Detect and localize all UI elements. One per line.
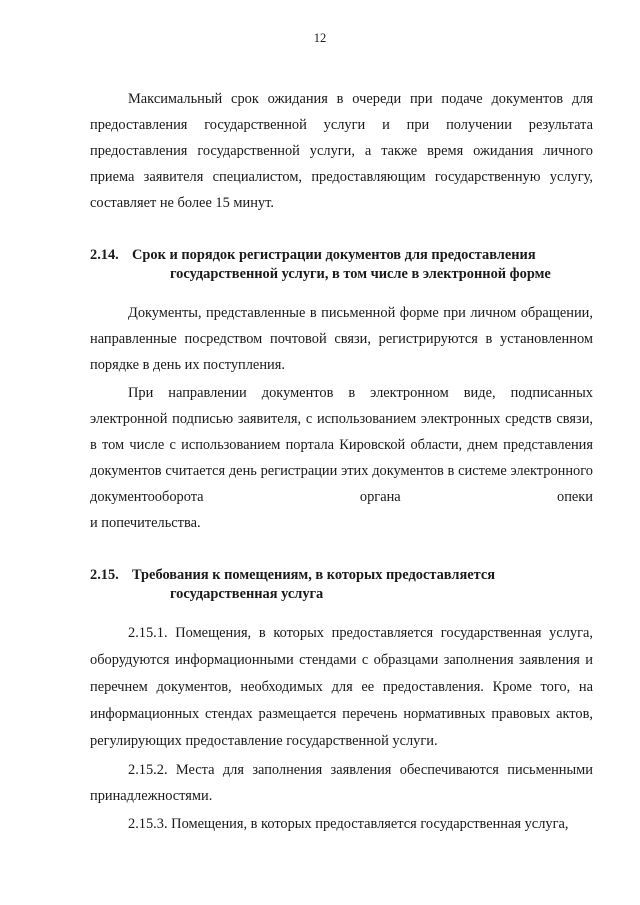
section-title-line2: государственная услуга bbox=[170, 586, 324, 602]
section-number: 2.15. bbox=[90, 567, 119, 583]
section-heading-2-15 bbox=[90, 566, 593, 604]
paragraph-2-15-1: 2.15.1. Помещения, в которых предоставляется государственная услуга, оборудуются информационными стендами с образцами заполнения заявления и перечнем документов, необходимых для ее предоставления. Кроме того, на информационных стендах размещается перечень нормативных правовых актов, регулирующих предоставление государственной услуги. bbox=[90, 625, 593, 749]
section-heading-2-14 bbox=[90, 246, 593, 284]
page-number: 12 bbox=[313, 31, 327, 45]
paragraph-2-15-3: 2.15.3. Помещения, в которых предоставляется государственная услуга, bbox=[128, 816, 569, 832]
paragraph-registration-electronic: При направлении документов в электронном виде, подписанных электронной подписью заявителя, с использованием электронных средств связи, в том числе с использованием портала Кировской области, днем представления документов считается день регистрации этих документов в системе электронного документооборота органа опеки bbox=[90, 385, 593, 505]
paragraph-2-15-2: 2.15.2. Места для заполнения заявления обеспечиваются письменными принадлежностями. bbox=[90, 762, 593, 804]
section-number: 2.14. bbox=[90, 247, 119, 263]
paragraph-waiting-time: Максимальный срок ожидания в очереди при подаче документов для предоставления государственной услуги и при получении результата предоставления государственной услуги, а также время ожидания личного приема заявителя специалистом, предоставляющим государственную услугу, составляет не более 15 минут. bbox=[90, 91, 593, 211]
paragraph-registration-paper: Документы, представленные в письменной форме при личном обращении, направленные посредством почтовой связи, регистрируются в установленном порядке в день их поступления. bbox=[90, 305, 593, 373]
section-title-line1: Срок и порядок регистрации документов для предоставления bbox=[132, 247, 536, 263]
section-title-line1: Требования к помещениям, в которых предоставляется bbox=[132, 567, 496, 583]
section-title-line2: государственной услуги, в том числе в электронной форме bbox=[170, 266, 551, 282]
document-body bbox=[90, 86, 593, 837]
paragraph-registration-electronic-tail: и попечительства. bbox=[90, 515, 201, 531]
